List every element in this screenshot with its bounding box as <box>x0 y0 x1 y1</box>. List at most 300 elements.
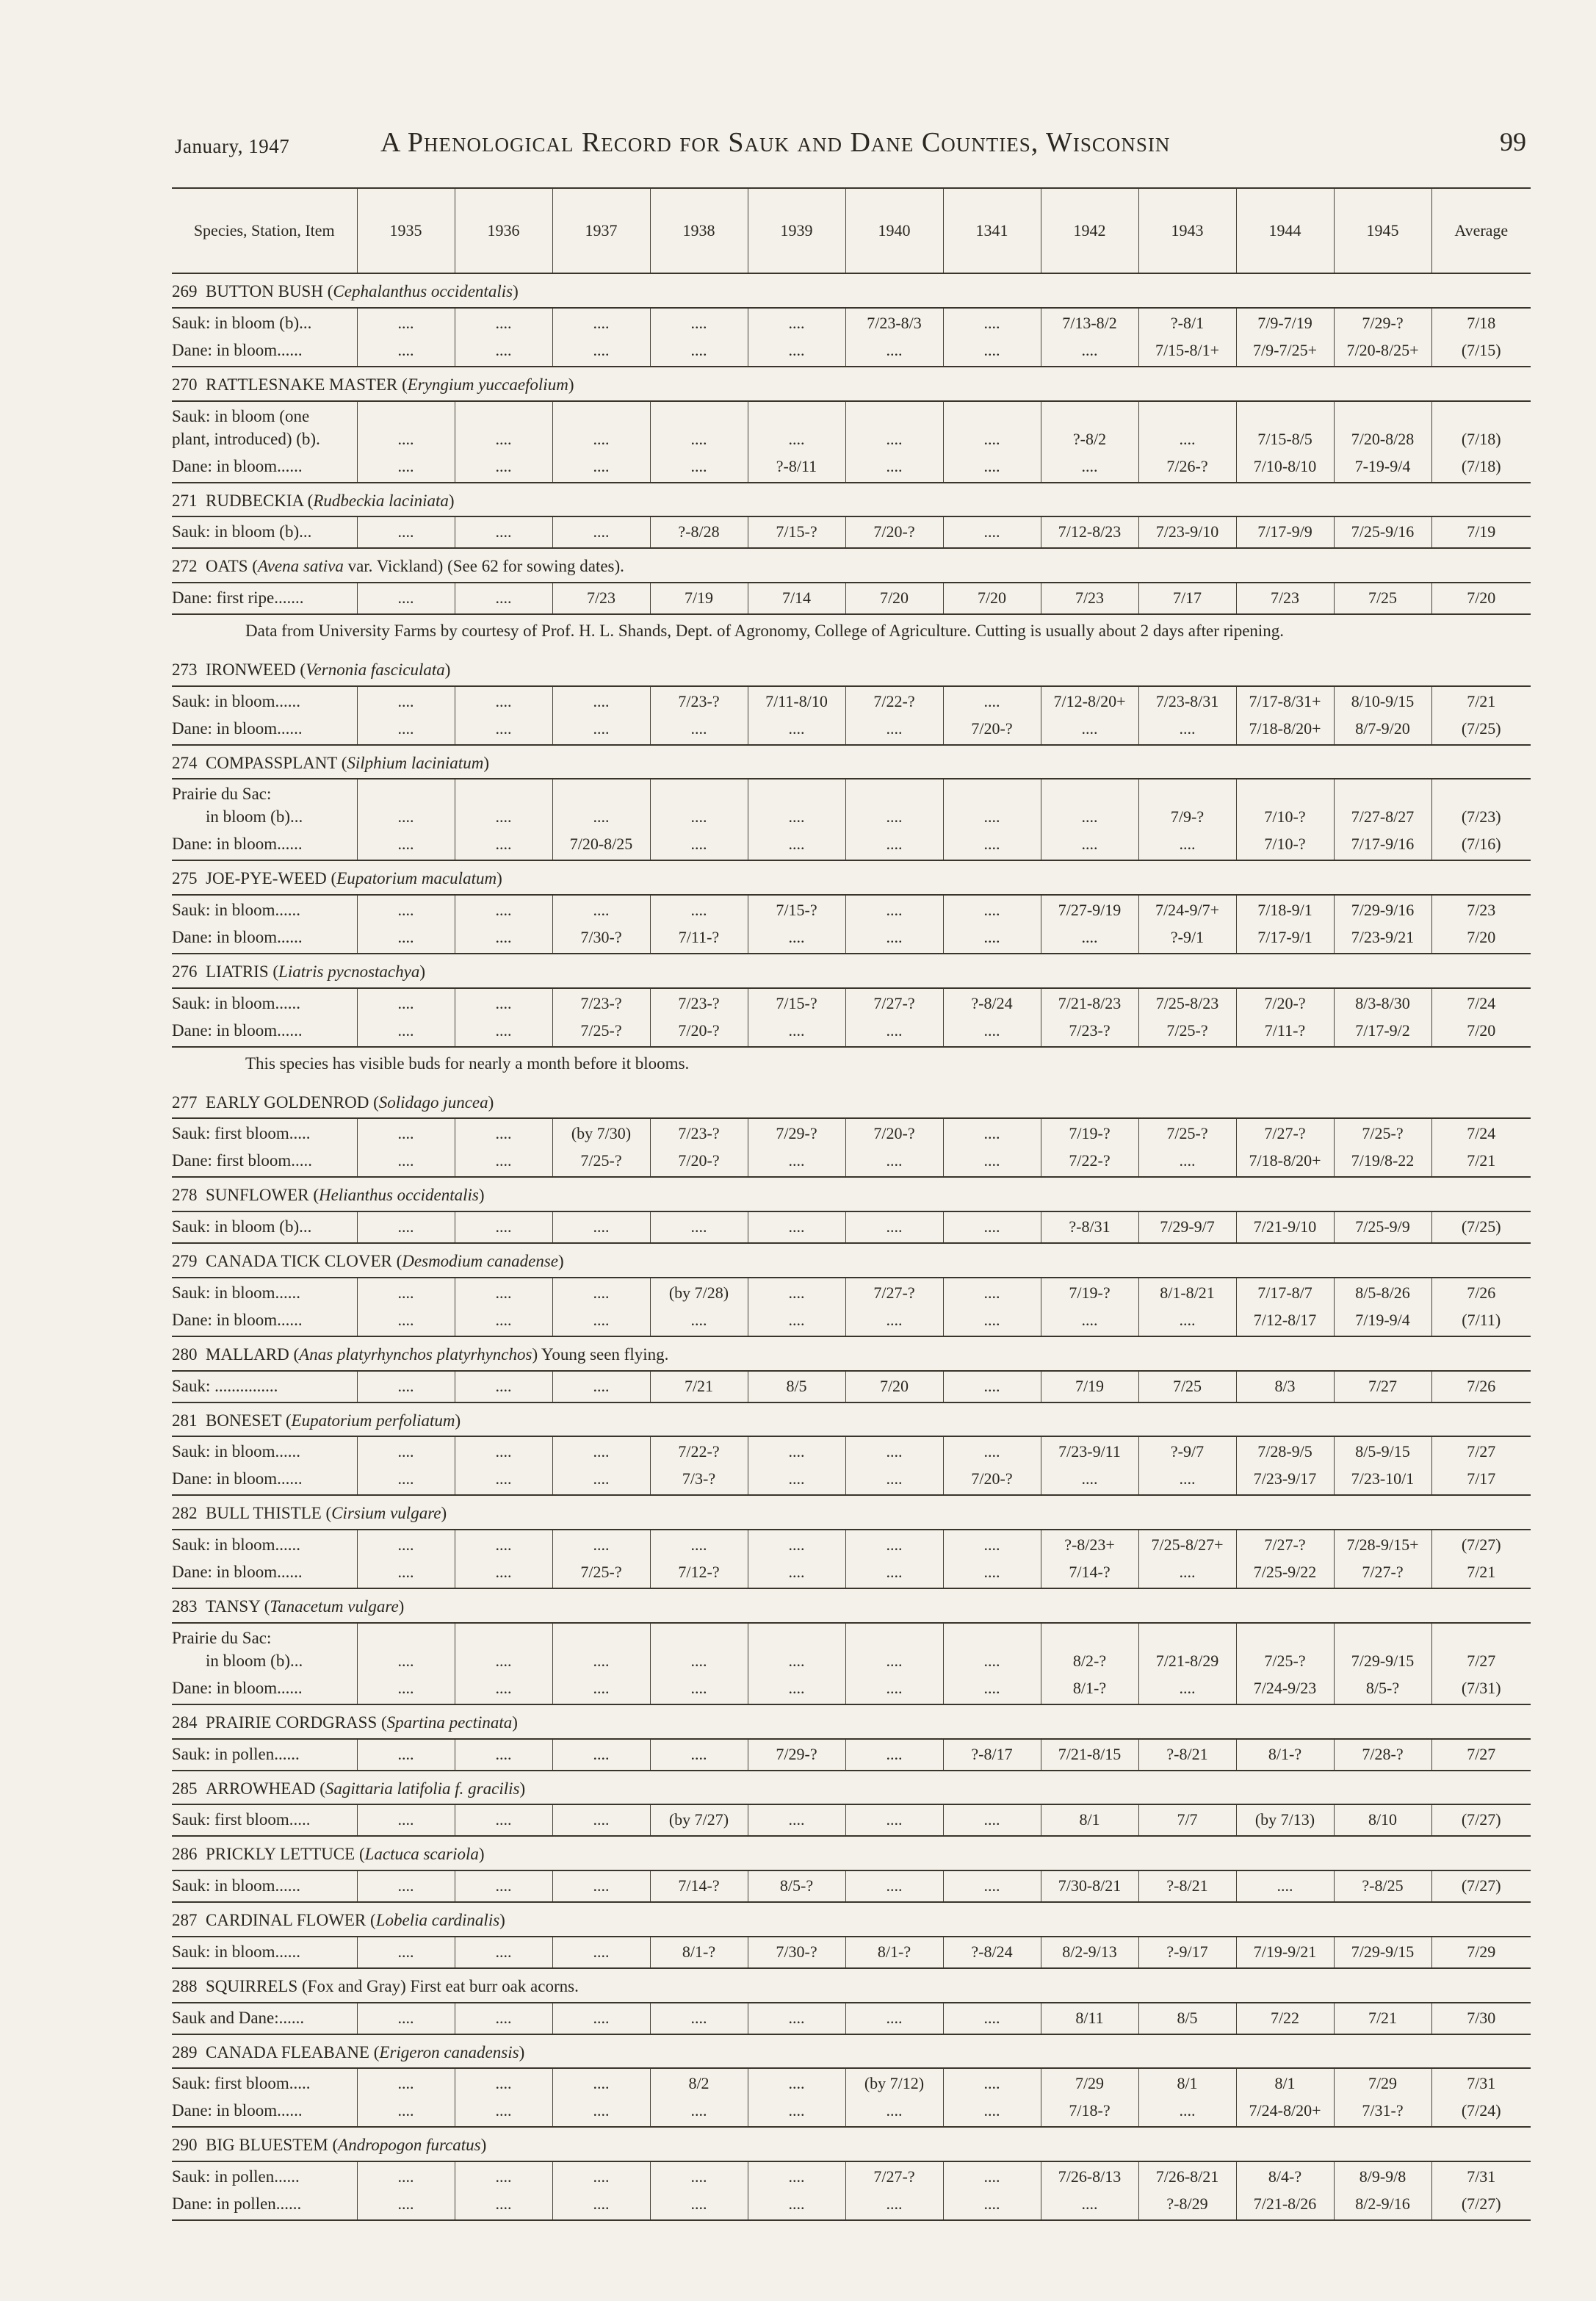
row-label-line: Dane: in bloom...... <box>172 340 303 359</box>
date-cell <box>943 779 1041 829</box>
row-label-line: Sauk: first bloom..... <box>172 1810 311 1829</box>
date-cell <box>748 2096 845 2127</box>
date-cell <box>748 1436 845 1464</box>
date-cell <box>943 516 1041 548</box>
date-cell <box>943 1739 1041 1771</box>
date-cell <box>552 2003 650 2034</box>
date-cell <box>357 1870 455 1902</box>
cell-value: 7/11-? <box>678 928 720 946</box>
date-cell <box>1138 1118 1236 1146</box>
cell-value: .... <box>788 1469 805 1488</box>
cell-spacer <box>1434 782 1529 805</box>
date-cell <box>357 1016 455 1047</box>
cell-value: 7/27-? <box>873 2167 915 2186</box>
date-cell <box>1334 1016 1431 1047</box>
cell-value: (7/18) <box>1461 456 1501 475</box>
date-cell <box>845 1530 943 1558</box>
date-cell <box>1041 1804 1138 1836</box>
date-cell <box>1334 1278 1431 1306</box>
row-label <box>172 829 357 860</box>
date-cell <box>748 401 845 452</box>
species-title-row <box>172 1588 1531 1623</box>
cell-value: 7/15-? <box>776 522 817 541</box>
date-cell <box>1138 452 1236 483</box>
cell-value: ?-8/28 <box>678 522 720 541</box>
cell-value: 7/26-8/21 <box>1155 2167 1219 2186</box>
average-cell <box>1431 1016 1531 1047</box>
table-row <box>172 2161 1531 2189</box>
cell-value: 7/29 <box>1467 1942 1496 1961</box>
date-cell <box>1236 1211 1334 1243</box>
date-cell <box>1138 336 1236 367</box>
cell-value: 7/3-? <box>682 1469 716 1488</box>
species-title-suffix: ) <box>519 2042 525 2061</box>
date-cell <box>455 1371 552 1402</box>
date-cell <box>357 1306 455 1336</box>
cell-value: .... <box>1179 2101 1196 2120</box>
date-cell <box>943 1623 1041 1674</box>
cell-value: .... <box>397 1563 414 1581</box>
date-cell <box>1138 1739 1236 1771</box>
average-cell <box>1431 779 1531 829</box>
cell-value: 7/15-? <box>776 993 817 1012</box>
cell-value: .... <box>593 456 610 475</box>
species-title-row <box>172 2127 1531 2161</box>
date-cell <box>455 2189 552 2220</box>
date-cell <box>845 923 943 954</box>
date-cell <box>845 2003 943 2034</box>
cell-value: .... <box>397 1376 414 1395</box>
date-cell <box>1138 2068 1236 2096</box>
date-cell <box>1236 1278 1334 1306</box>
cell-value: .... <box>593 1744 610 1763</box>
cell-value: .... <box>886 1678 903 1697</box>
cell-value: 7/20-? <box>678 1020 720 1040</box>
date-cell <box>1138 829 1236 860</box>
cell-spacer <box>1044 1627 1136 1649</box>
row-label-line: Dane: in bloom...... <box>172 456 303 475</box>
cell-value: .... <box>397 1442 414 1461</box>
date-cell <box>552 1623 650 1674</box>
date-cell <box>943 1436 1041 1464</box>
date-cell <box>1236 714 1334 745</box>
cell-value: 7/25-? <box>580 1020 622 1040</box>
cell-value: ?-9/1 <box>1170 928 1205 946</box>
date-cell <box>1041 1530 1138 1558</box>
cell-value: 8/5-9/15 <box>1355 1442 1410 1461</box>
date-cell <box>845 2096 943 2127</box>
cell-value: 7/25-? <box>1264 1651 1306 1670</box>
date-cell <box>845 1436 943 1464</box>
date-cell <box>1041 1016 1138 1047</box>
date-cell <box>650 686 748 714</box>
cell-value: 7/17-9/1 <box>1257 928 1312 946</box>
cell-value: .... <box>495 1942 512 1961</box>
cell-value: .... <box>788 2101 805 2120</box>
cell-value: 7/25-9/16 <box>1351 522 1415 541</box>
cell-value: .... <box>495 807 512 827</box>
cell-value: 7/17 <box>1172 588 1202 607</box>
cell-value: 7/25-? <box>580 1151 622 1170</box>
date-cell <box>845 452 943 483</box>
cell-value: ?-8/21 <box>1166 1744 1208 1763</box>
cell-value: .... <box>495 2167 512 2186</box>
date-cell <box>552 2096 650 2127</box>
date-cell <box>845 516 943 548</box>
cell-value: 7/24 <box>1467 993 1496 1012</box>
cell-value: 7/31 <box>1467 2167 1496 2186</box>
species-scientific-name: Erigeron canadensis <box>379 2042 519 2061</box>
date-cell <box>1236 1118 1334 1146</box>
cell-value: 7/26-8/13 <box>1058 2167 1122 2186</box>
species-title-suffix: ) <box>513 282 519 300</box>
cell-value: .... <box>983 835 1000 854</box>
date-cell <box>650 2161 748 2189</box>
row-label-line: Dane: in bloom...... <box>172 1678 303 1697</box>
date-cell <box>1041 1306 1138 1336</box>
species-name: PRAIRIE CORDGRASS <box>206 1713 378 1732</box>
cell-value: .... <box>983 2194 1000 2213</box>
table-row <box>172 1558 1531 1588</box>
cell-value: .... <box>788 2167 805 2186</box>
row-label-line: plant, introduced) (b). <box>172 429 320 448</box>
species-title-suffix: ) <box>519 1779 526 1798</box>
date-cell <box>943 686 1041 714</box>
date-cell <box>650 829 748 860</box>
date-cell <box>845 1464 943 1495</box>
row-label <box>172 1278 357 1306</box>
date-cell <box>1236 336 1334 367</box>
cell-spacer <box>1141 782 1234 805</box>
table-row <box>172 1016 1531 1047</box>
date-cell <box>1138 923 1236 954</box>
cell-value: .... <box>886 456 903 475</box>
cell-value: 7/21-9/10 <box>1253 1217 1317 1236</box>
date-cell <box>1236 1436 1334 1464</box>
date-cell <box>357 1530 455 1558</box>
cell-value: .... <box>397 1678 414 1697</box>
row-label-line: in bloom (b)... <box>172 1651 303 1670</box>
date-cell <box>552 779 650 829</box>
species-title-row <box>172 1968 1531 2003</box>
cell-value: 7/14-? <box>678 1876 720 1895</box>
date-cell <box>650 1623 748 1674</box>
cell-value: 7/27-? <box>1362 1563 1404 1581</box>
cell-value: .... <box>886 1217 903 1236</box>
cell-value: 7/23-9/17 <box>1253 1469 1317 1488</box>
cell-value: 7/31 <box>1467 2074 1496 2093</box>
date-cell <box>455 1436 552 1464</box>
cell-value: .... <box>788 835 805 854</box>
cell-value: 7/21-8/26 <box>1253 2194 1317 2213</box>
cell-value: (7/18) <box>1461 429 1501 448</box>
cell-value: .... <box>495 2194 512 2213</box>
table-row <box>172 401 1531 452</box>
species-title-suffix: ) <box>558 1252 564 1270</box>
species-number: 278 <box>172 1186 198 1205</box>
cell-value: .... <box>886 1535 903 1554</box>
cell-value: .... <box>788 719 805 738</box>
species-title-suffix: ) <box>478 1845 485 1864</box>
average-cell <box>1431 1804 1531 1836</box>
cell-spacer <box>360 1627 452 1649</box>
row-label <box>172 1211 357 1243</box>
date-cell <box>650 1371 748 1402</box>
date-cell <box>1334 714 1431 745</box>
cell-value: 7/23-9/10 <box>1155 522 1219 541</box>
date-cell <box>357 895 455 923</box>
species-number: 270 <box>172 375 198 394</box>
date-cell <box>943 2161 1041 2189</box>
row-label <box>172 895 357 923</box>
date-cell <box>455 1558 552 1588</box>
date-cell <box>1236 1146 1334 1177</box>
cell-spacer <box>848 1627 941 1649</box>
average-cell <box>1431 452 1531 483</box>
cell-value: .... <box>983 928 1000 946</box>
species-title-row <box>172 1771 1531 1805</box>
date-cell <box>1334 1530 1431 1558</box>
cell-value: .... <box>886 807 903 827</box>
cell-value: .... <box>495 1469 512 1488</box>
cell-value: .... <box>788 1810 805 1829</box>
cell-value: 7/20-8/25+ <box>1346 340 1419 359</box>
cell-value: .... <box>397 1151 414 1170</box>
cell-value: .... <box>690 835 707 854</box>
species-number: 273 <box>172 660 198 679</box>
cell-value: .... <box>788 2194 805 2213</box>
date-cell <box>1041 714 1138 745</box>
date-cell <box>1041 1674 1138 1704</box>
date-cell <box>1236 516 1334 548</box>
cell-value: 7/20-? <box>1264 993 1306 1012</box>
date-cell <box>650 336 748 367</box>
cell-value: 7/9-7/19 <box>1257 313 1312 332</box>
cell-value: 7/11-8/10 <box>765 691 828 710</box>
cell-value: ?-8/31 <box>1069 1217 1111 1236</box>
cell-value: (7/23) <box>1461 807 1501 827</box>
cell-value: 7/11-? <box>1264 1020 1306 1040</box>
date-cell <box>650 2003 748 2034</box>
date-cell <box>552 1371 650 1402</box>
cell-value: 7/15-8/1+ <box>1155 340 1219 359</box>
date-cell <box>748 1804 845 1836</box>
date-cell <box>357 308 455 336</box>
species-title-suffix: ) <box>444 660 451 679</box>
cell-value: .... <box>788 429 805 448</box>
cell-spacer <box>458 405 550 428</box>
row-label <box>172 686 357 714</box>
cell-value: 7/12-? <box>678 1563 720 1581</box>
date-cell <box>552 1211 650 1243</box>
cell-value: .... <box>690 429 707 448</box>
row-label <box>172 2003 357 2034</box>
cell-value: .... <box>397 1283 414 1302</box>
date-cell <box>650 2189 748 2220</box>
date-cell <box>552 1870 650 1902</box>
cell-value: .... <box>886 1651 903 1670</box>
cell-value: .... <box>397 588 414 607</box>
cell-value: .... <box>983 2101 1000 2120</box>
date-cell <box>943 583 1041 614</box>
cell-value: .... <box>495 1151 512 1170</box>
cell-value: .... <box>690 2101 707 2120</box>
species-name: JOE-PYE-WEED <box>206 869 327 888</box>
date-cell <box>1334 2096 1431 2127</box>
date-cell <box>748 686 845 714</box>
table-row <box>172 714 1531 745</box>
cell-value: 7/23 <box>1075 588 1105 607</box>
column-header-year: 1938 <box>650 188 748 273</box>
cell-value: .... <box>788 1678 805 1697</box>
date-cell <box>650 1530 748 1558</box>
cell-value: 8/1 <box>1274 2074 1296 2093</box>
date-cell <box>1041 988 1138 1016</box>
date-cell <box>650 1211 748 1243</box>
cell-value: .... <box>788 1442 805 1461</box>
cell-value: 7/30 <box>1467 2008 1496 2027</box>
date-cell <box>1334 308 1431 336</box>
row-label <box>172 1870 357 1902</box>
date-cell <box>552 308 650 336</box>
table-row <box>172 895 1531 923</box>
cell-value: 8/2 <box>688 2074 709 2093</box>
cell-value: 7/30-? <box>580 928 622 946</box>
cell-value: 8/5-8/26 <box>1355 1283 1410 1302</box>
cell-value: (by 7/13) <box>1254 1810 1315 1829</box>
date-cell <box>845 401 943 452</box>
cell-value: 7/21 <box>1467 1151 1496 1170</box>
date-cell <box>748 1558 845 1588</box>
table-row <box>172 1436 1531 1464</box>
cell-value: .... <box>593 2074 610 2093</box>
species-title-row <box>172 483 1531 517</box>
column-header-year: 1942 <box>1041 188 1138 273</box>
date-cell <box>455 895 552 923</box>
date-cell <box>1041 1623 1138 1674</box>
cell-value: .... <box>593 313 610 332</box>
species-title-row <box>172 548 1531 583</box>
row-label-line: Dane: first ripe....... <box>172 588 304 607</box>
date-cell <box>1334 336 1431 367</box>
table-row <box>172 2068 1531 2096</box>
table-row <box>172 829 1531 860</box>
cell-value: .... <box>1081 928 1098 946</box>
date-cell <box>1334 923 1431 954</box>
cell-value: .... <box>593 1310 610 1329</box>
cell-value: .... <box>788 1151 805 1170</box>
cell-value: .... <box>690 313 707 332</box>
date-cell <box>650 923 748 954</box>
date-cell <box>748 1739 845 1771</box>
date-cell <box>1236 2068 1334 2096</box>
cell-value: .... <box>690 2008 707 2027</box>
species-name: BULL THISTLE <box>206 1504 322 1523</box>
cell-value: 8/3-8/30 <box>1355 993 1410 1012</box>
date-cell <box>1334 452 1431 483</box>
date-cell <box>943 1371 1041 1402</box>
date-cell <box>650 1278 748 1306</box>
date-cell <box>455 1804 552 1836</box>
average-cell <box>1431 2189 1531 2220</box>
cell-value: .... <box>788 1651 805 1670</box>
species-scientific-name: Vernonia fasciculata <box>306 660 445 679</box>
date-cell <box>845 308 943 336</box>
species-note: This species has visible buds for nearly a month before it blooms. <box>245 1054 690 1073</box>
date-cell <box>552 895 650 923</box>
species-name: RUDBECKIA <box>206 491 303 510</box>
cell-value: 7/26 <box>1467 1376 1496 1395</box>
date-cell <box>1334 1118 1431 1146</box>
date-cell <box>552 1146 650 1177</box>
species-number: 279 <box>172 1252 198 1270</box>
cell-value: 7/29-9/7 <box>1160 1217 1215 1236</box>
table-row <box>172 1804 1531 1836</box>
date-cell <box>845 583 943 614</box>
date-cell <box>357 2003 455 2034</box>
species-name: COMPASSPLANT <box>206 753 337 772</box>
species-number: 285 <box>172 1779 198 1798</box>
cell-value: .... <box>690 456 707 475</box>
date-cell <box>357 2096 455 2127</box>
cell-value: .... <box>495 1442 512 1461</box>
cell-spacer <box>848 405 941 428</box>
date-cell <box>748 1016 845 1047</box>
date-cell <box>943 1016 1041 1047</box>
date-cell <box>455 1118 552 1146</box>
cell-value: .... <box>593 2101 610 2120</box>
phenology-table <box>172 187 1531 2221</box>
row-label <box>172 1436 357 1464</box>
date-cell <box>1334 2068 1431 2096</box>
cell-value: 8/11 <box>1075 2008 1104 2027</box>
cell-value: .... <box>983 1217 1000 1236</box>
cell-value: 7/20-? <box>678 1151 720 1170</box>
cell-value: .... <box>495 1217 512 1236</box>
date-cell <box>1334 1937 1431 1968</box>
date-cell <box>650 1674 748 1704</box>
date-cell <box>845 1371 943 1402</box>
cell-value: .... <box>397 1942 414 1961</box>
cell-value: 7/17-9/9 <box>1257 522 1312 541</box>
species-number: 284 <box>172 1713 198 1732</box>
cell-value: .... <box>495 1744 512 1763</box>
date-cell <box>748 1146 845 1177</box>
cell-value: .... <box>495 456 512 475</box>
species-name: CANADA TICK CLOVER <box>206 1252 392 1270</box>
species-number: 276 <box>172 962 198 981</box>
cell-value: .... <box>690 1217 707 1236</box>
cell-value: .... <box>495 1283 512 1302</box>
species-title-row <box>172 1243 1531 1278</box>
cell-value: .... <box>983 1651 1000 1670</box>
species-scientific-name: Solidago juncea <box>378 1092 488 1112</box>
cell-spacer <box>1044 405 1136 428</box>
cell-value: .... <box>983 1310 1000 1329</box>
row-label <box>172 2161 357 2189</box>
date-cell <box>1236 1530 1334 1558</box>
date-cell <box>1236 988 1334 1016</box>
species-number: 287 <box>172 1911 198 1929</box>
date-cell <box>845 1674 943 1704</box>
table-row <box>172 2096 1531 2127</box>
cell-value: .... <box>690 1310 707 1329</box>
date-cell <box>650 1804 748 1836</box>
cell-value: 7/18-8/20+ <box>1249 719 1321 738</box>
species-scientific-name: Rudbeckia laciniata <box>313 491 449 510</box>
species-title: 290 BIG BLUESTEM (Andropogon furcatus) <box>172 2127 1531 2161</box>
cell-value: .... <box>593 2008 610 2027</box>
